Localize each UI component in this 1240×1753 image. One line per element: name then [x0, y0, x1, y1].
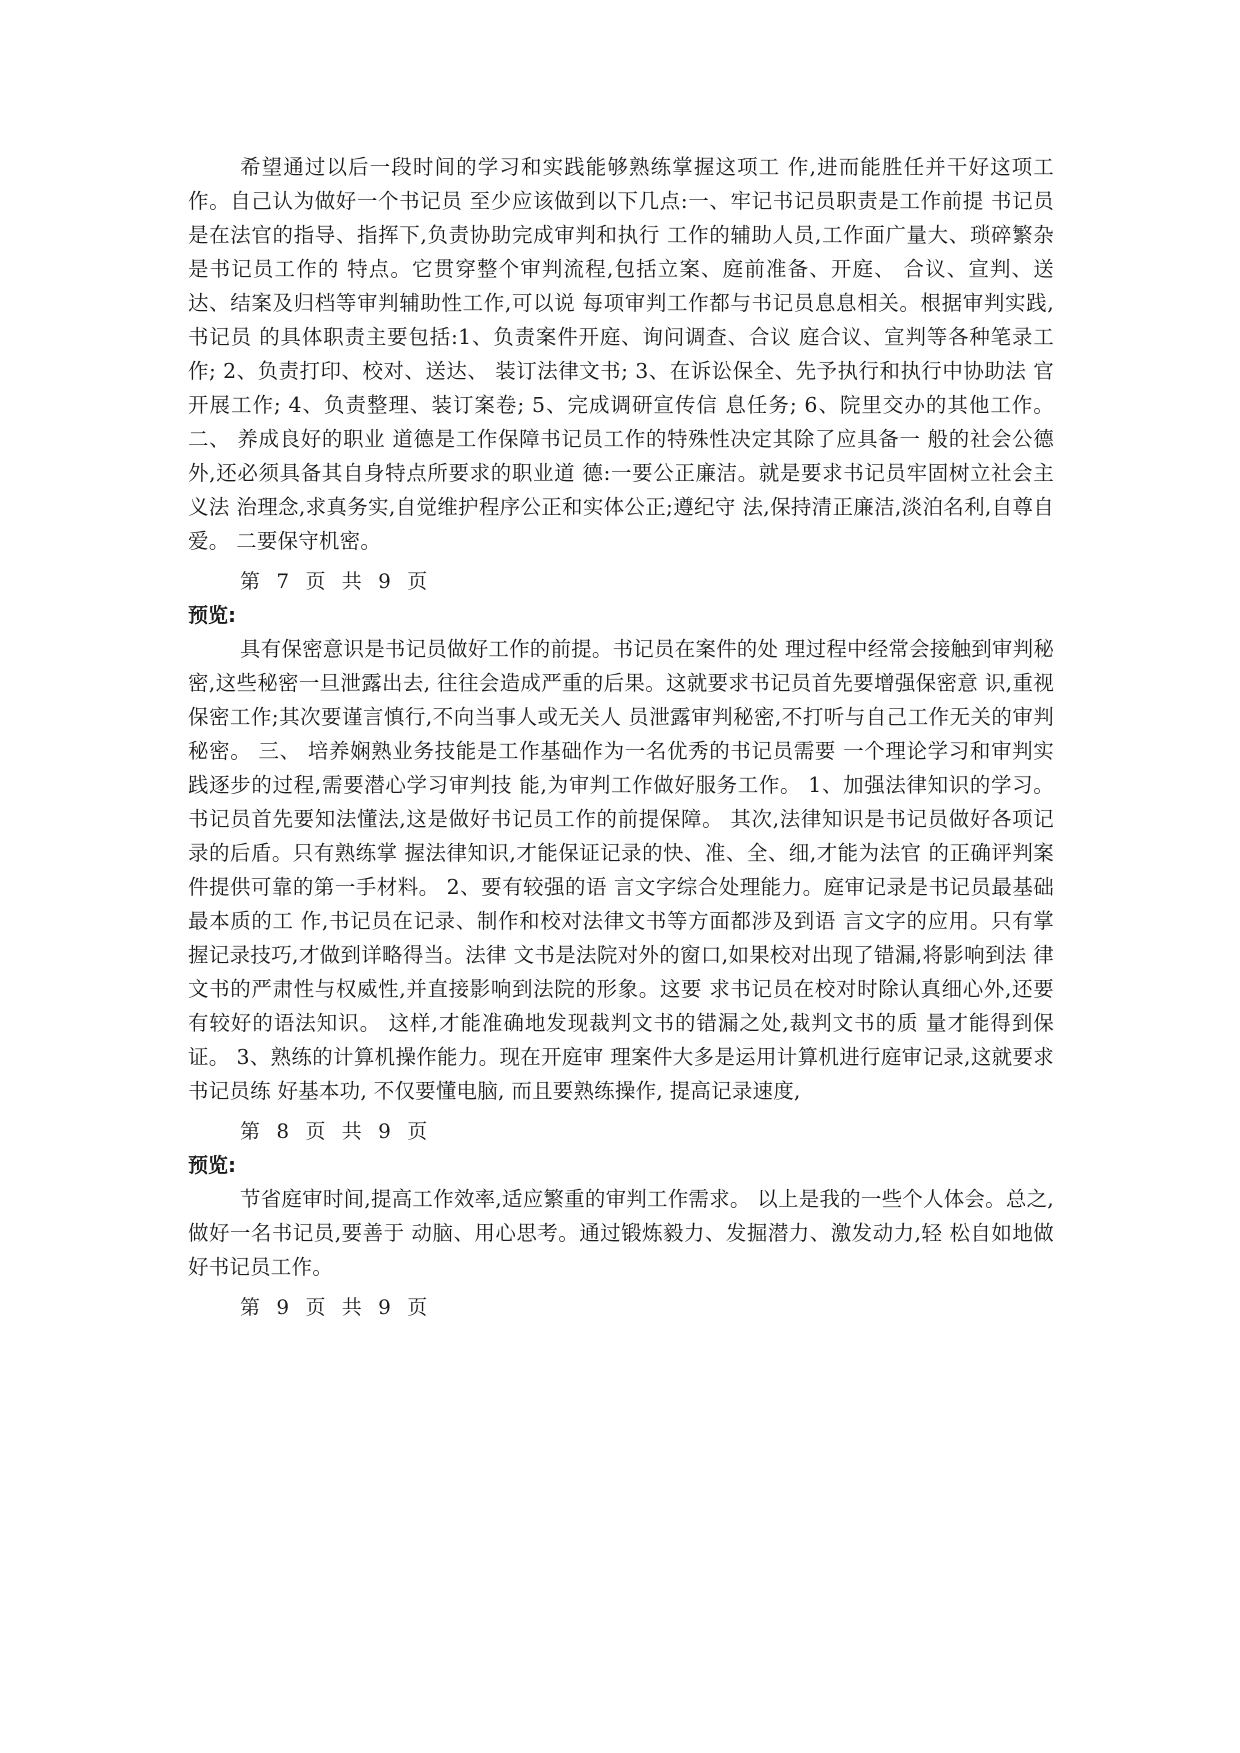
body-paragraph: 具有保密意识是书记员做好工作的前提。书记员在案件的处 理过程中经常会接触到审判秘密,这些秘密一旦泄露出去, 往往会造成严重的后果。这就要求书记员首先要增强保密意 识,重视保密工作;其次要谨言慎行,不向当事人或无关人 员泄露审判秘密,不打听与自己工作无关的审判秘密。 三、 培养娴熟业务技能是工作基础作为一名优秀的书记员需要 一个理论学习和审判实践逐步的过程,需要潜心学习审判技 能,为审判工作做好服务工作。 1、加强法律知识的学习。 书记员首先要知法懂法,这是做好书记员工作的前提保障。 其次,法律知识是书记员做好各项记录的后盾。只有熟练掌 握法律知识,才能保证记录的快、准、全、细,才能为法官 的正确评判案件提供可靠的第一手材料。 2、要有较强的语 言文字综合处理能力。庭审记录是书记员最基础最本质的工 作,书记员在记录、制作和校对法律文书等方面都涉及到语 言文字的应用。只有掌握记录技巧,才做到详略得当。法律 文书是法院对外的窗口,如果校对出现了错漏,将影响到法 律文书的严肃性与权威性,并直接影响到法院的形象。这要 求书记员在校对时除认真细心外,还要有较好的语法知识。 这样,才能准确地发现裁判文书的错漏之处,裁判文书的质 量才能得到保证。 3、熟练的计算机操作能力。现在开庭审 理案件大多是运用计算机进行庭审记录,这就要求书记员练 好基本功, 不仅要懂电脑, 而且要熟练操作, 提高记录速度,	[188, 637, 1055, 1103]
section-page-9	[188, 1148, 1054, 1324]
preview-label: 预览:	[188, 1153, 236, 1177]
page-number: 第 8 页 共 9 页	[240, 1119, 430, 1143]
section-page-8	[188, 598, 1054, 1148]
document-page	[188, 150, 1054, 1324]
page-number: 第 7 页 共 9 页	[240, 569, 430, 593]
page-number: 第 9 页 共 9 页	[240, 1295, 430, 1319]
body-paragraph: 节省庭审时间,提高工作效率,适应繁重的审判工作需求。 以上是我的一些个人体会。总之,做好一名书记员,要善于 动脑、用心思考。通过锻炼毅力、发掘潜力、激发动力,轻 松自如地做好书记员工作。	[188, 1187, 1054, 1279]
body-paragraph: 希望通过以后一段时间的学习和实践能够熟练掌握这项工 作,进而能胜任并干好这项工作。自己认为做好一个书记员 至少应该做到以下几点:一、牢记书记员职责是工作前提 书记员是在法官的指导、指挥下,负责协助完成审判和执行 工作的辅助人员,工作面广量大、琐碎繁杂是书记员工作的 特点。它贯穿整个审判流程,包括立案、庭前准备、开庭、 合议、宣判、送达、结案及归档等审判辅助性工作,可以说 每项审判工作都与书记员息息相关。根据审判实践,书记员 的具体职责主要包括:1、负责案件开庭、询问调查、合议 庭合议、宣判等各种笔录工作; 2、负责打印、校对、送达、 装订法律文书; 3、在诉讼保全、先予执行和执行中协助法 官开展工作; 4、负责整理、装订案卷; 5、完成调研宣传信 息任务; 6、院里交办的其他工作。 二、 养成良好的职业 道德是工作保障书记员工作的特殊性决定其除了应具备一 般的社会公德外,还必须具备其自身特点所要求的职业道 德:一要公正廉洁。就是要求书记员牢固树立社会主义法 治理念,求真务实,自觉维护程序公正和实体公正;遵纪守 法,保持清正廉洁,淡泊名利,自尊自爱。 二要保守机密。	[188, 155, 1054, 553]
section-page-7	[188, 150, 1054, 598]
preview-label: 预览:	[188, 603, 236, 627]
